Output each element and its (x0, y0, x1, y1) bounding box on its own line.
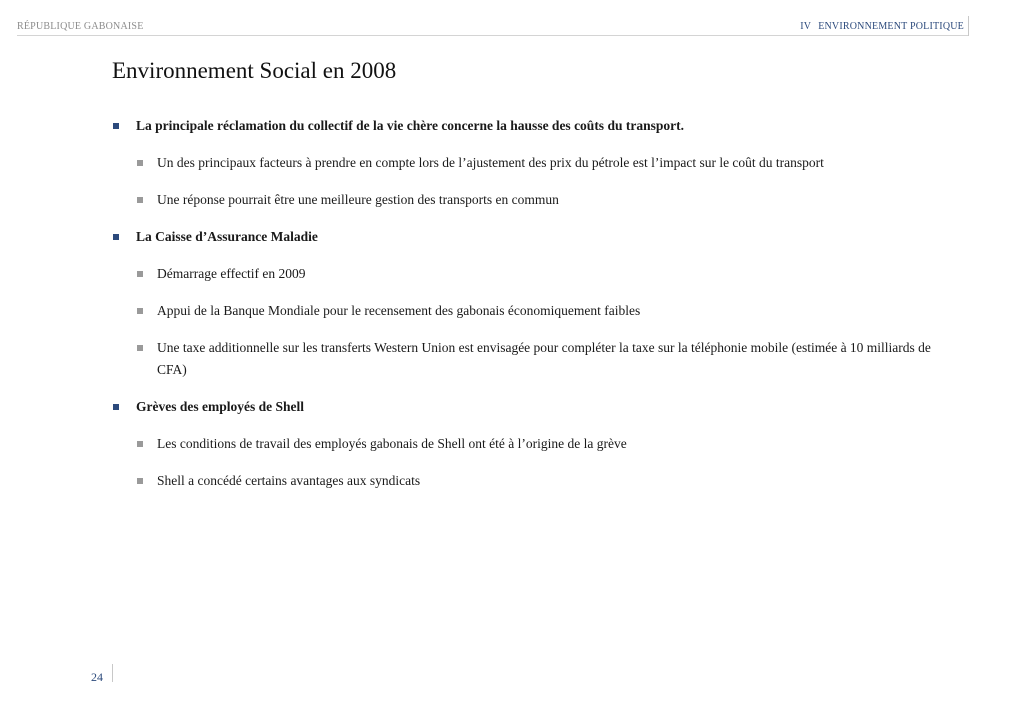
sub-bullet-item (112, 433, 964, 455)
square-bullet-icon (113, 404, 119, 410)
square-bullet-icon (137, 271, 143, 277)
square-bullet-icon (137, 345, 143, 351)
sub-bullet-item (112, 337, 964, 381)
square-bullet-icon (137, 441, 143, 447)
square-bullet-icon (137, 160, 143, 166)
bullet-text: La Caisse d’Assurance Maladie (136, 229, 318, 244)
sub-bullet-text: Un des principaux facteurs à prendre en compte lors de l’ajustement des prix du pétrole est l’impact sur le coût du transport (157, 155, 824, 170)
page-number: 24 (91, 670, 103, 684)
header-section (800, 21, 964, 32)
square-bullet-icon (113, 123, 119, 129)
sub-bullet-text: Shell a concédé certains avantages aux syndicats (157, 473, 421, 488)
footer-divider (112, 664, 113, 682)
square-bullet-icon (137, 197, 143, 203)
sub-bullet-item (112, 470, 964, 492)
bullet-item (112, 115, 964, 137)
header-section-number: IV (800, 21, 812, 32)
header-divider (968, 16, 969, 36)
header-country: RÉPUBLIQUE GABONAISE (17, 21, 144, 32)
square-bullet-icon (137, 478, 143, 484)
square-bullet-icon (113, 234, 119, 240)
bullet-item (112, 396, 964, 418)
sub-bullet-item (112, 263, 964, 285)
sub-bullet-item (112, 152, 964, 174)
bullet-item (112, 226, 964, 248)
bullet-text: Grèves des employés de Shell (136, 399, 304, 414)
sub-bullet-text: Appui de la Banque Mondiale pour le recensement des gabonais économiquement faibles (157, 303, 641, 318)
sub-bullet-item (112, 300, 964, 322)
sub-bullet-text: Démarrage effectif en 2009 (157, 266, 306, 281)
bullet-text: La principale réclamation du collectif de la vie chère concerne la hausse des coûts du transport. (136, 118, 684, 133)
sub-bullet-item (112, 189, 964, 211)
sub-bullet-text: Les conditions de travail des employés gabonais de Shell ont été à l’origine de la grève (157, 436, 627, 451)
page-title: Environnement Social en 2008 (112, 58, 397, 83)
sub-bullet-text: Une réponse pourrait être une meilleure gestion des transports en commun (157, 192, 559, 207)
bullet-list (112, 115, 964, 507)
sub-bullet-text: Une taxe additionnelle sur les transferts Western Union est envisagée pour compléter la taxe sur la téléphonie mobile (estimée à 10 milliards de CFA) (157, 340, 931, 377)
header-rule (17, 35, 968, 36)
square-bullet-icon (137, 308, 143, 314)
header-section-title: ENVIRONNEMENT POLITIQUE (818, 21, 964, 32)
